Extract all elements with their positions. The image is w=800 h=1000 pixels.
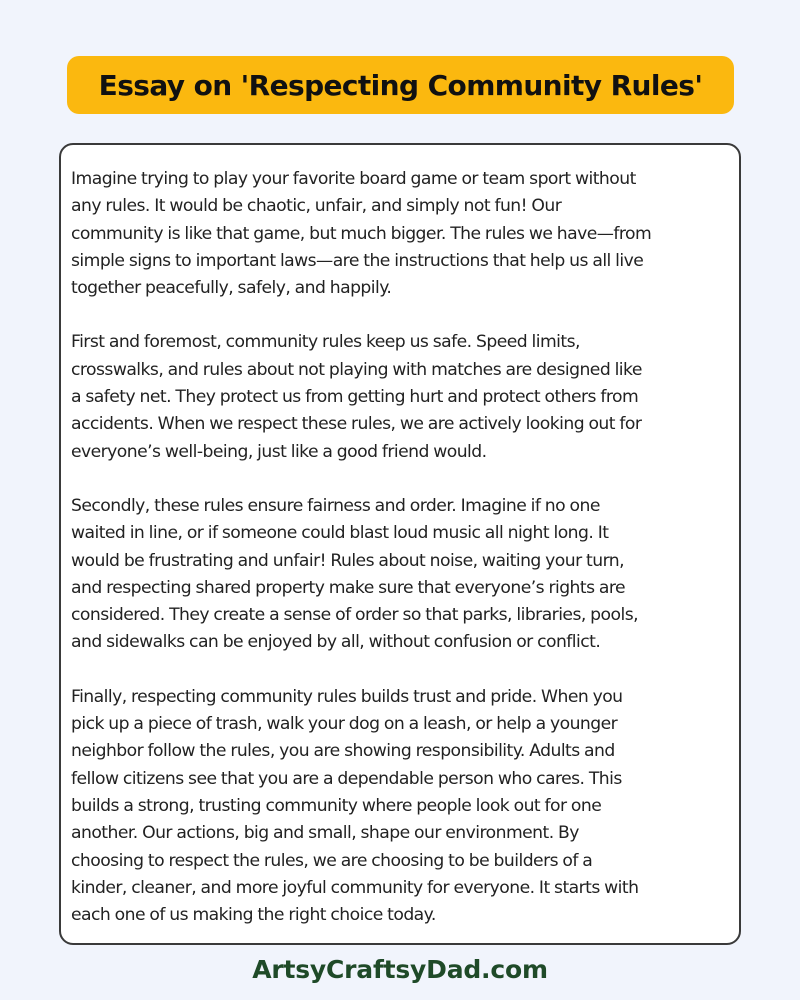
essay-card xyxy=(59,143,741,945)
essay-paragraph-4: Finally, respecting community rules builds trust and pride. When you pick up a piece of trash, walk your dog on a leash, or help a younger neighbor follow the rules, you are showing responsibility. Adults and fellow citizens see that you are a dependable person who cares. This builds a strong, trusting community where people look out for one another. Our actions, big and small, shape our environment. By choosing to respect the rules, we are choosing to be builders of a kinder, cleaner, and more joyful community for everyone. It starts with each one of us making the right choice today. xyxy=(71,686,639,926)
essay-paragraph-3: Secondly, these rules ensure fairness and order. Imagine if no one waited in line, or if someone could blast loud music all night long. It would be frustrating and unfair! Rules about noise, waiting your turn, and respecting shared property make sure that everyone’s rights are considered. They create a sense of order so that parks, libraries, pools, and sidewalks can be enjoyed by all, without confusion or conflict. xyxy=(71,495,639,653)
essay-paragraph-1: Imagine trying to play your favorite board game or team sport without any rules. It would be chaotic, unfair, and simply not fun! Our community is like that game, but much bigger. The rules we have—from simple signs to important laws—are the instructions that help us all live together peacefully, safely, and happily. xyxy=(71,169,652,299)
footer-website: ArtsyCraftsyDad.com xyxy=(252,955,548,984)
title-banner xyxy=(67,56,734,114)
page-title: Essay on 'Respecting Community Rules' xyxy=(98,68,703,102)
essay-paragraph-2: First and foremost, community rules keep us safe. Speed limits, crosswalks, and rules about not playing with matches are designed like a safety net. They protect us from getting hurt and protect others from accidents. When we respect these rules, we are actively looking out for everyone’s well-being, just like a good friend would. xyxy=(71,332,642,462)
